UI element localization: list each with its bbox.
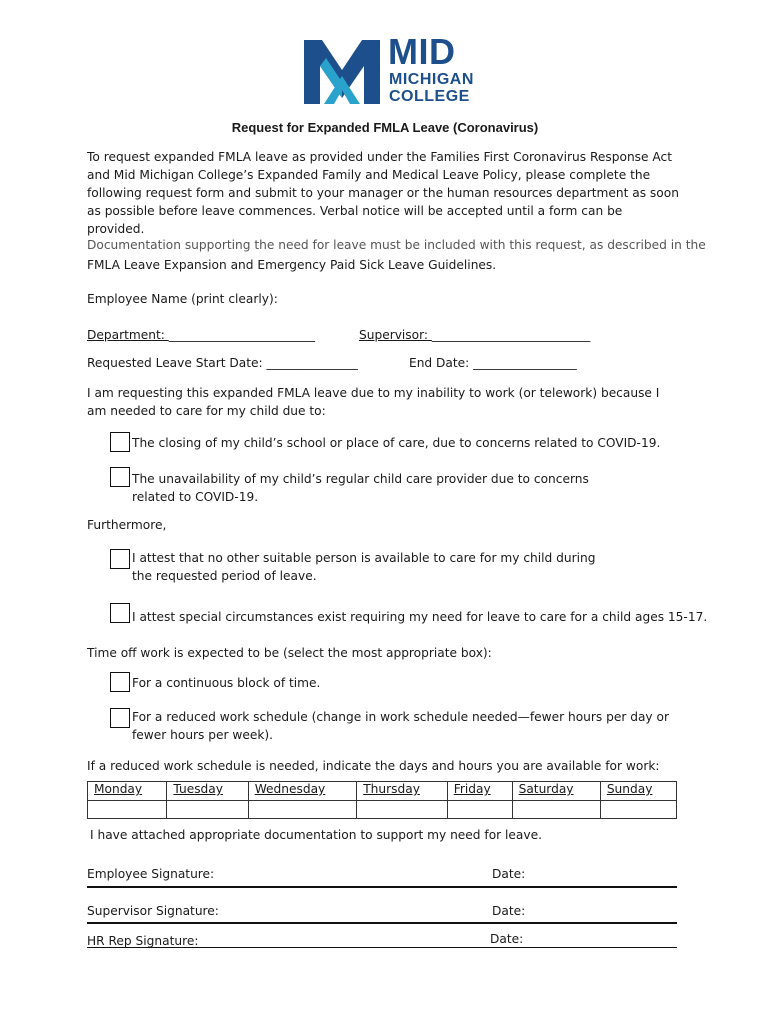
end-date-field[interactable]: End Date: _________________ [409,356,577,370]
form-title: Request for Expanded FMLA Leave (Coronavirus) [231,120,539,135]
supervisor-signature-line[interactable] [87,922,677,924]
documentation-note-line2: FMLA Leave Expansion and Emergency Paid Sick Leave Guidelines. [87,258,497,272]
hr-signature-label: HR Rep Signature: [87,934,199,948]
reason-checkbox-school-closing[interactable] [110,432,130,452]
day-label: Tuesday [173,782,223,796]
furthermore-label: Furthermore, [87,518,167,532]
logo-line-mid: MID [388,31,456,72]
intro-paragraph: To request expanded FMLA leave as provided under the Families First Coronavirus Response Act and Mid Michigan College’s Expanded Family and Medical Leave Policy, please complete the following request form and submit to your manager or the human resources department as soon as possible before leave commences. Verbal notice will be accepted until a form can be provided. [87,150,679,236]
employee-signature-label: Employee Signature: [87,867,215,881]
hours-cell[interactable] [357,801,448,819]
day-label: Friday [453,782,491,796]
time-off-reduced: For a reduced work schedule (change in work schedule needed—fewer hours per day or fewer hours per week). [132,710,669,742]
day-label: Thursday [363,782,420,796]
day-label: Monday [94,782,143,796]
day-label: Sunday [606,782,653,796]
employee-signature-line[interactable] [87,886,677,888]
department-blank[interactable]: ________________________ [168,328,315,342]
logo-line-college: COLLEGE [389,88,470,105]
hours-cell[interactable] [447,801,512,819]
employee-signature-date-label: Date: [492,867,526,881]
day-wednesday [248,782,357,801]
day-label: Wednesday [254,782,326,796]
attest-no-other-person: I attest that no other suitable person is available to care for my child during the requested period of leave. [132,551,596,583]
supervisor-blank[interactable]: __________________________ [431,328,591,342]
logo-m-mark-icon [302,38,382,106]
department-field[interactable] [87,326,315,344]
supervisor-signature-label: Supervisor Signature: [87,904,219,918]
hours-cell[interactable] [600,801,676,819]
hours-cell[interactable] [167,801,248,819]
schedule-table [87,781,677,819]
reason-childcare-unavailable: The unavailability of my child’s regular child care provider due to concerns related to COVID-19. [132,472,589,504]
schedule-label: If a reduced work schedule is needed, indicate the days and hours you are available for work: [87,759,660,773]
attest-checkbox-special-circumstances[interactable] [110,603,130,623]
supervisor-label: Supervisor: [359,328,432,342]
schedule-hours-row [88,801,677,819]
day-monday [88,782,167,801]
reason-intro: I am requesting this expanded FMLA leave due to my inability to work (or telework) because I am needed to care for my child due to: [87,386,660,418]
hours-cell[interactable] [88,801,167,819]
attached-documentation-note: I have attached appropriate documentation to support my need for leave. [90,828,542,842]
day-label: Saturday [518,782,574,796]
day-friday [447,782,512,801]
start-date-field[interactable]: Requested Leave Start Date: _______________ [87,356,358,370]
supervisor-field[interactable] [359,326,590,344]
attest-special-circumstances: I attest special circumstances exist requiring my need for leave to care for a child ages 15-17. [132,610,708,624]
hr-signature-date-label: Date: [490,932,524,946]
hours-cell[interactable] [248,801,357,819]
department-label: Department: [87,328,169,342]
day-saturday [512,782,600,801]
reason-school-closing: The closing of my child’s school or place of care, due to concerns related to COVID-19. [132,436,661,450]
day-tuesday [167,782,248,801]
supervisor-signature-date-label: Date: [492,904,526,918]
college-logo [302,31,474,108]
day-thursday [357,782,448,801]
time-off-checkbox-continuous[interactable] [110,672,130,692]
employee-name-label: Employee Name (print clearly): [87,292,278,306]
reason-checkbox-childcare-unavailable[interactable] [110,467,130,487]
logo-line-michigan: MICHIGAN [389,71,474,88]
documentation-note-line1: Documentation supporting the need for leave must be included with this request, as described in the [87,238,706,252]
time-off-continuous: For a continuous block of time. [132,676,321,690]
day-sunday [600,782,676,801]
attest-checkbox-no-other-person[interactable] [110,549,130,569]
hours-cell[interactable] [512,801,600,819]
hr-signature-line[interactable] [87,947,677,948]
time-off-label: Time off work is expected to be (select the most appropriate box): [87,646,492,660]
schedule-header-row [88,782,677,801]
time-off-checkbox-reduced[interactable] [110,708,130,728]
